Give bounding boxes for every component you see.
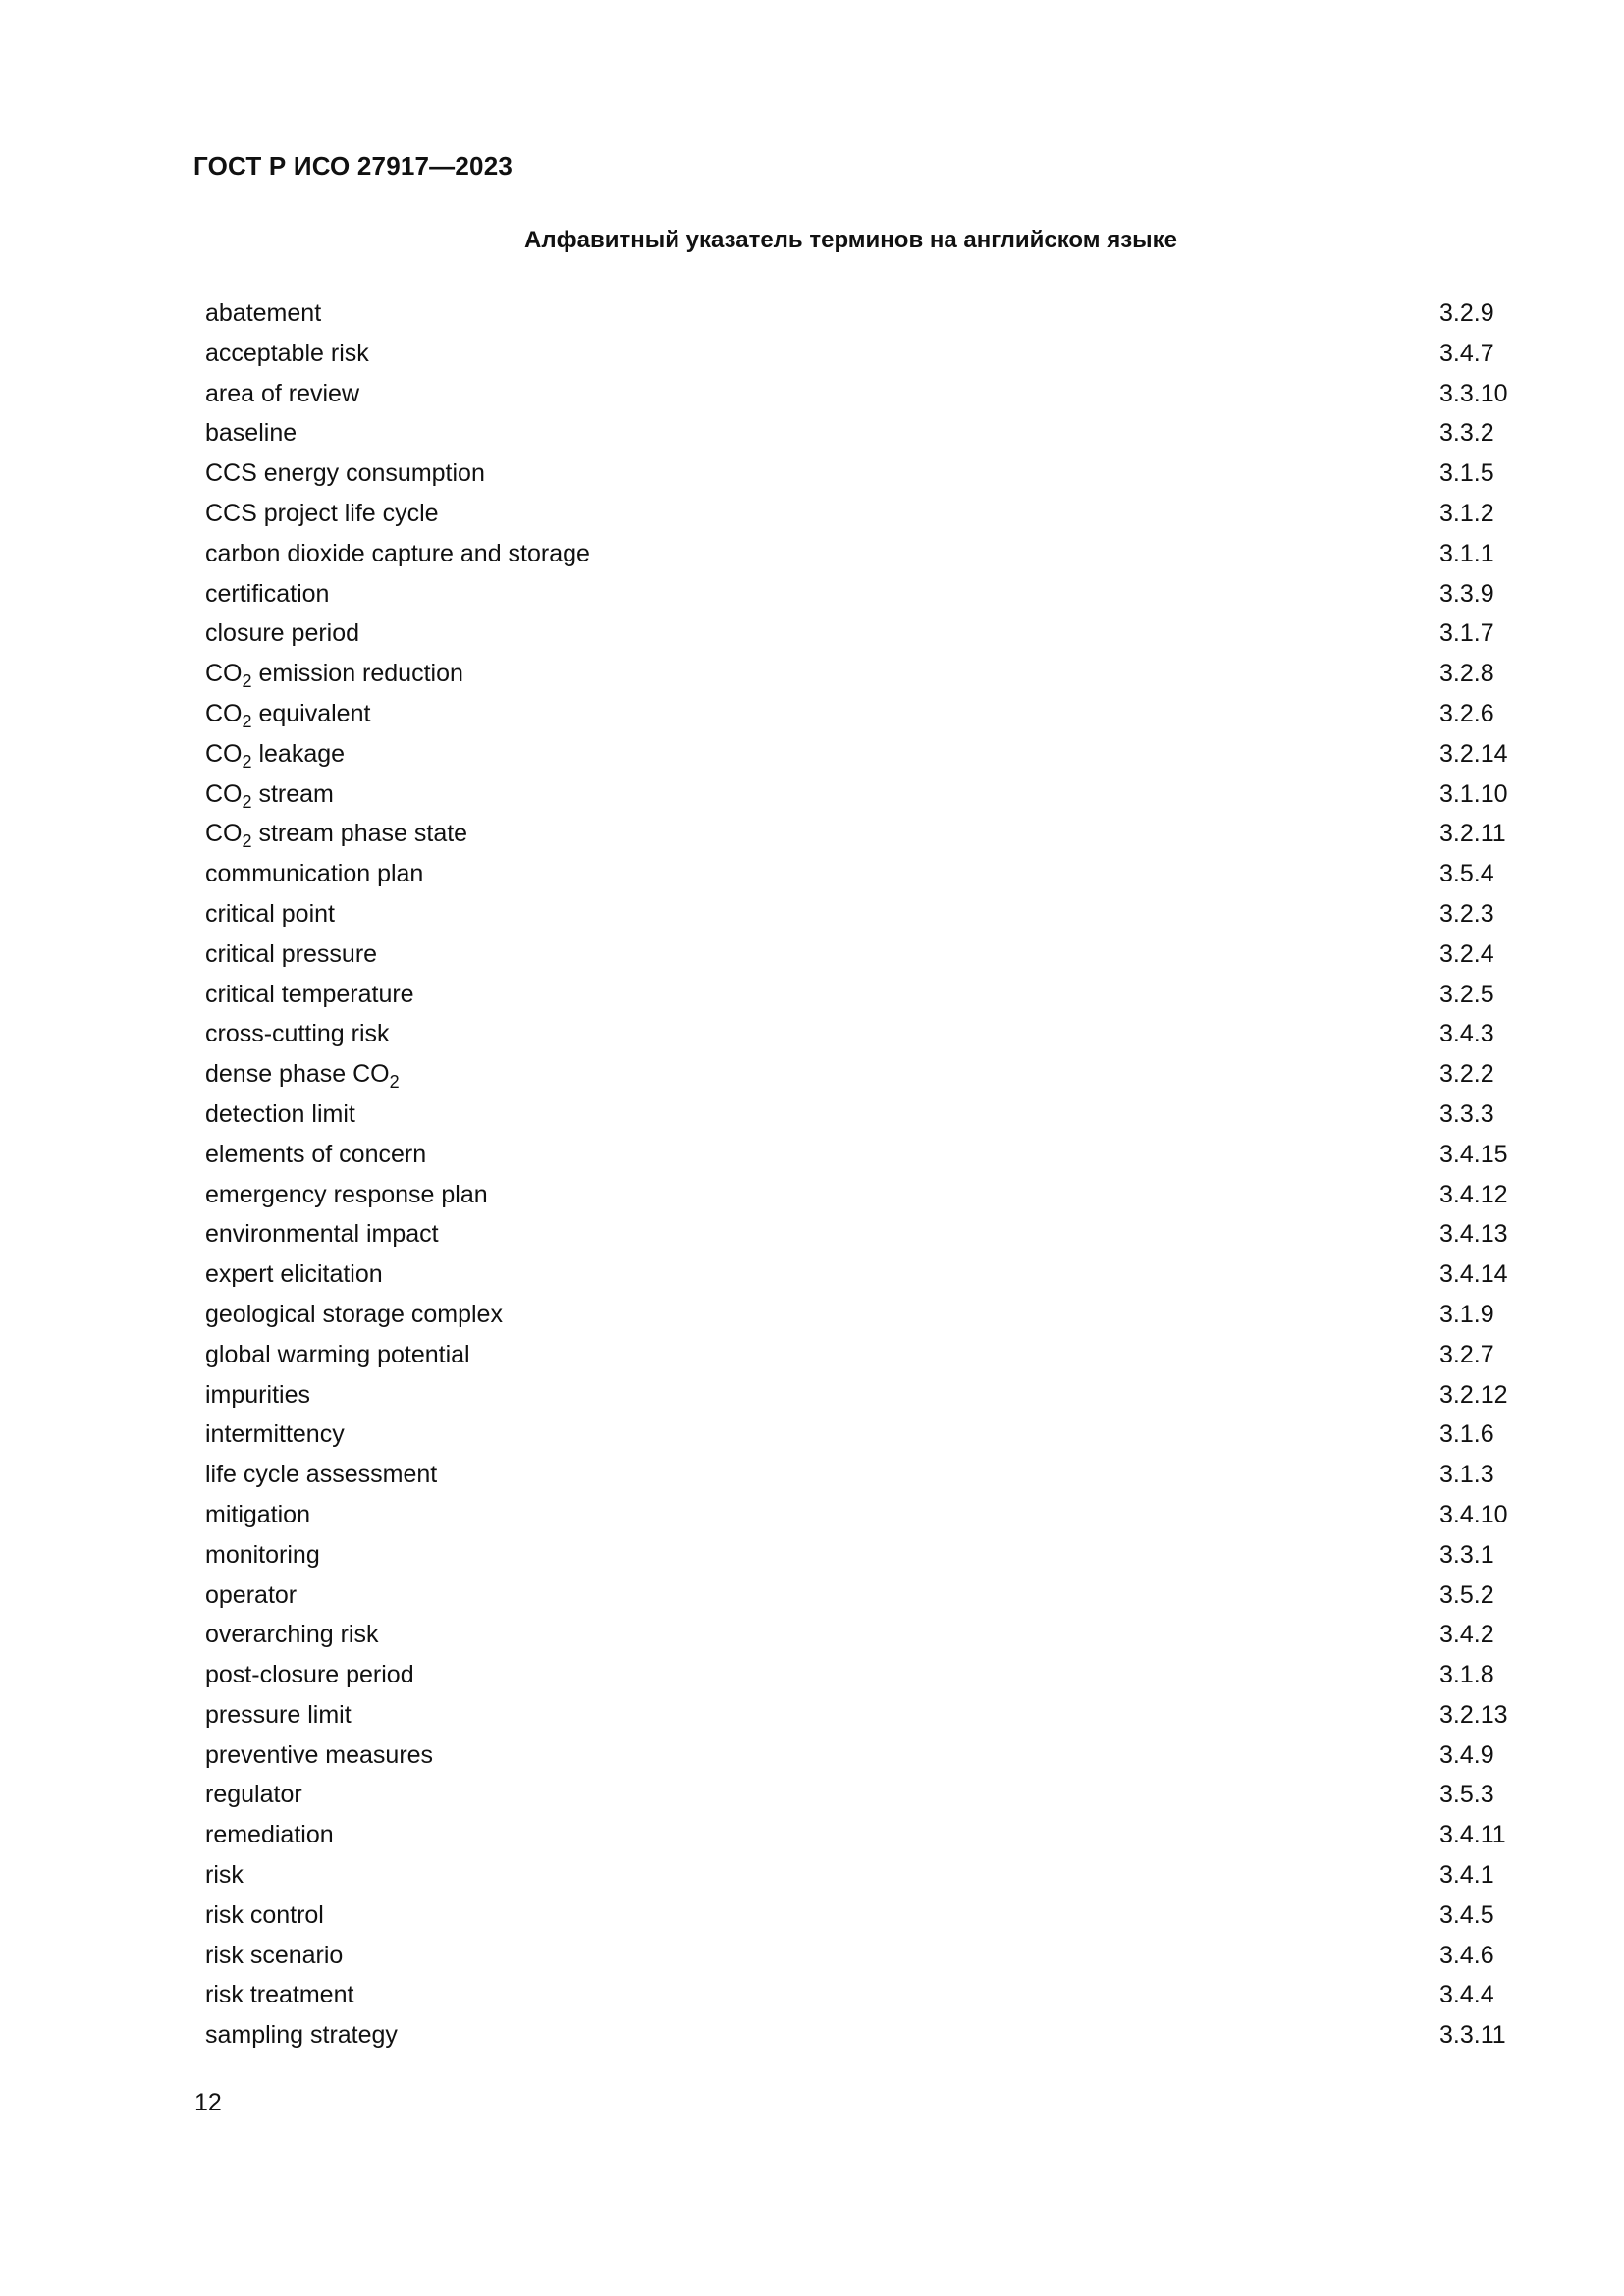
index-entry [205,1815,1506,1855]
index-clause-ref: 3.2.6 [1439,699,1494,727]
index-term [205,1095,355,1135]
index-entry [205,334,1501,374]
index-entry [205,1415,1501,1455]
index-entry [205,1375,1508,1415]
index-clause-ref: 3.3.9 [1439,579,1494,608]
index-term [205,1335,470,1375]
index-clause-ref: 3.3.1 [1439,1540,1494,1569]
term-text: acceptable risk [205,339,369,367]
index-entry [205,374,1508,414]
index-entry [205,1014,1501,1054]
term-text: critical pressure [205,939,378,968]
term-index-list [205,294,1508,2056]
index-entry [205,1455,1501,1495]
term-text: CO [205,779,243,808]
index-entry [205,1775,1501,1815]
index-term [205,774,334,815]
term-text: CO [205,699,243,727]
index-entry [205,454,1501,494]
index-term [205,854,423,894]
page-number: 12 [194,2089,222,2116]
index-term [205,694,370,734]
index-clause-ref: 3.1.10 [1439,779,1508,808]
term-text: dense phase CO [205,1060,390,1089]
index-entry [205,1135,1508,1175]
index-entry [205,934,1501,975]
index-entry [205,1535,1501,1575]
index-term [205,1455,437,1495]
term-text: geological storage complex [205,1300,503,1328]
index-clause-ref: 3.1.5 [1439,459,1494,488]
term-text: CCS energy consumption [205,459,485,488]
term-text: preventive measures [205,1740,434,1769]
index-clause-ref: 3.4.1 [1439,1861,1494,1890]
index-clause-ref: 3.4.7 [1439,339,1494,367]
term-text: communication plan [205,860,424,888]
index-entry [205,654,1501,694]
index-clause-ref: 3.2.9 [1439,299,1494,327]
index-entry [205,1175,1508,1215]
term-text: post-closure period [205,1661,414,1689]
index-clause-ref: 3.2.11 [1439,820,1506,848]
term-subscript: 2 [242,831,252,852]
index-entry [205,694,1501,734]
index-clause-ref: 3.2.4 [1439,939,1494,968]
index-entry [205,1095,1501,1135]
index-term [205,734,345,774]
index-term [205,1214,439,1255]
index-term [205,814,467,854]
index-term [205,534,590,574]
index-term [205,1655,414,1695]
index-clause-ref: 3.2.2 [1439,1060,1494,1089]
index-term [205,574,329,614]
term-text: closure period [205,619,360,648]
index-clause-ref: 3.1.2 [1439,499,1494,527]
term-text: critical temperature [205,980,414,1008]
index-term [205,1295,503,1335]
index-clause-ref: 3.3.11 [1439,2021,1506,2050]
index-entry [205,1975,1501,2015]
index-term [205,1375,310,1415]
term-text: risk treatment [205,1981,354,2009]
index-clause-ref: 3.1.8 [1439,1661,1494,1689]
index-entry [205,1295,1501,1335]
term-subscript: 2 [242,791,252,812]
index-term [205,294,321,334]
index-term [205,1535,320,1575]
term-text: stream phase state [251,820,468,848]
index-term [205,1415,345,1455]
index-term [205,1975,353,2015]
term-text: global warming potential [205,1340,470,1368]
term-text: stream [251,779,334,808]
index-term [205,894,335,934]
index-term [205,975,414,1015]
index-entry [205,814,1506,854]
index-term [205,1135,426,1175]
term-text: equivalent [251,699,371,727]
term-text: remediation [205,1821,334,1849]
index-entry [205,894,1501,934]
term-text: sampling strategy [205,2021,398,2050]
index-entry [205,413,1501,454]
index-entry [205,1855,1501,1896]
index-term [205,1175,488,1215]
index-entry [205,614,1501,654]
index-entry [205,2015,1506,2056]
term-subscript: 2 [242,751,252,772]
term-text: CO [205,820,243,848]
term-text: emergency response plan [205,1180,488,1208]
term-text: CCS project life cycle [205,499,439,527]
index-entry [205,1214,1508,1255]
term-text: CO [205,660,243,688]
index-clause-ref: 3.2.13 [1439,1700,1508,1729]
index-term [205,1695,352,1735]
index-term [205,934,377,975]
index-term [205,413,297,454]
index-clause-ref: 3.1.6 [1439,1420,1494,1449]
index-entry [205,1255,1508,1295]
index-entry [205,1054,1501,1095]
index-entry [205,534,1501,574]
term-text: intermittency [205,1420,345,1449]
index-term [205,454,485,494]
term-text: certification [205,579,330,608]
index-clause-ref: 3.4.3 [1439,1020,1494,1048]
index-term [205,614,359,654]
index-clause-ref: 3.2.7 [1439,1340,1494,1368]
index-entry [205,774,1508,815]
term-text: emission reduction [251,660,463,688]
index-clause-ref: 3.4.6 [1439,1941,1494,1969]
term-text: pressure limit [205,1700,352,1729]
term-text: mitigation [205,1500,310,1528]
index-term [205,1775,302,1815]
index-entry [205,1655,1501,1695]
index-entry [205,494,1501,534]
index-clause-ref: 3.3.10 [1439,379,1508,407]
index-clause-ref: 3.2.3 [1439,899,1494,928]
index-clause-ref: 3.4.15 [1439,1140,1508,1168]
term-text: expert elicitation [205,1260,383,1289]
index-term [205,1255,383,1295]
index-clause-ref: 3.4.11 [1439,1821,1506,1849]
term-text: operator [205,1580,298,1609]
index-clause-ref: 3.4.4 [1439,1981,1494,2009]
index-term [205,1014,390,1054]
index-term [205,1054,400,1095]
index-title: Алфавитный указатель терминов на английском языке [524,227,1177,253]
index-clause-ref: 3.1.1 [1439,539,1494,567]
index-entry [205,1735,1501,1776]
index-term [205,1936,343,1976]
index-term [205,1815,334,1855]
index-clause-ref: 3.4.5 [1439,1900,1494,1929]
term-text: environmental impact [205,1220,439,1249]
index-entry [205,1615,1501,1655]
term-text: life cycle assessment [205,1461,438,1489]
index-clause-ref: 3.5.3 [1439,1781,1494,1809]
index-term [205,1735,433,1776]
term-text: risk [205,1861,244,1890]
index-entry [205,975,1501,1015]
index-clause-ref: 3.1.7 [1439,619,1494,648]
term-subscript: 2 [242,711,252,731]
index-entry [205,734,1508,774]
index-clause-ref: 3.2.8 [1439,660,1494,688]
index-term [205,1495,310,1535]
term-text: impurities [205,1380,310,1409]
document-standard-code: ГОСТ Р ИСО 27917—2023 [193,151,514,181]
index-term [205,494,439,534]
index-term [205,1896,324,1936]
index-entry [205,294,1501,334]
index-entry [205,1575,1501,1616]
index-clause-ref: 3.4.9 [1439,1740,1494,1769]
index-clause-ref: 3.4.13 [1439,1220,1508,1249]
term-text: area of review [205,379,360,407]
term-subscript: 2 [389,1072,400,1093]
index-entry [205,1495,1508,1535]
term-text: risk control [205,1900,324,1929]
term-text: cross-cutting risk [205,1020,390,1048]
index-clause-ref: 3.3.2 [1439,419,1494,448]
index-clause-ref: 3.4.12 [1439,1180,1508,1208]
index-clause-ref: 3.4.10 [1439,1500,1508,1528]
term-text: leakage [251,739,346,768]
index-term [205,1855,244,1896]
index-clause-ref: 3.4.14 [1439,1260,1508,1289]
index-entry [205,1695,1508,1735]
term-text: elements of concern [205,1140,427,1168]
index-clause-ref: 3.4.2 [1439,1621,1494,1649]
term-text: abatement [205,299,322,327]
index-entry [205,1896,1501,1936]
index-term [205,1575,297,1616]
index-entry [205,854,1501,894]
index-term [205,374,359,414]
index-clause-ref: 3.5.4 [1439,860,1494,888]
index-clause-ref: 3.2.12 [1439,1380,1508,1409]
term-text: regulator [205,1781,302,1809]
term-text: detection limit [205,1099,355,1128]
term-text: baseline [205,419,298,448]
index-clause-ref: 3.1.9 [1439,1300,1494,1328]
index-clause-ref: 3.2.5 [1439,980,1494,1008]
index-clause-ref: 3.5.2 [1439,1580,1494,1609]
term-text: monitoring [205,1540,320,1569]
term-text: carbon dioxide capture and storage [205,539,590,567]
index-clause-ref: 3.2.14 [1439,739,1508,768]
index-clause-ref: 3.1.3 [1439,1461,1494,1489]
index-term [205,334,369,374]
index-entry [205,1936,1501,1976]
term-text: risk scenario [205,1941,344,1969]
index-entry [205,574,1501,614]
index-term [205,2015,398,2056]
term-text: overarching risk [205,1621,379,1649]
index-clause-ref: 3.3.3 [1439,1099,1494,1128]
index-term [205,654,463,694]
index-term [205,1615,378,1655]
term-text: critical point [205,899,335,928]
term-subscript: 2 [242,671,252,692]
term-text: CO [205,739,243,768]
index-entry [205,1335,1501,1375]
